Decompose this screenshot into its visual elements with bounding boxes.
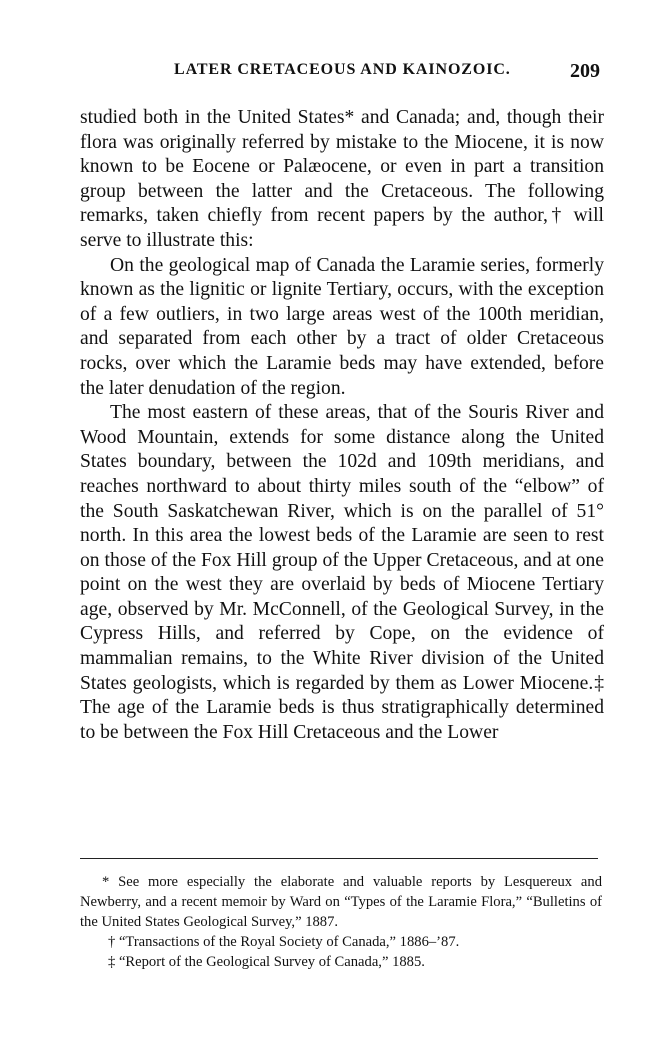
footnote-dagger: † “Transactions of the Royal Society of Canada,” 1886–’87. — [108, 934, 460, 950]
running-head — [0, 60, 663, 86]
paragraph-continuation: studied both in the United States* and Canada; and, though their flora was originally referred by mistake to the Miocene, it is now known to be Eocene or Palæocene, or even in part a transition group between the latter and the Cretaceous. The following remarks, taken chiefly from recent papers by the author,† will serve to illustrate this: — [80, 107, 604, 251]
footnote-asterisk: * See more especially the elaborate and valuable reports by Lesquereux and Newberry, and a recent memoir by Ward on “Types of the Laramie Flora,” “Bulletins of the United States Geological Survey,” 1887. — [80, 874, 602, 930]
body-text — [80, 106, 604, 745]
page-number: 209 — [570, 60, 600, 82]
footnote-double-dagger: ‡ “Report of the Geological Survey of Canada,” 1885. — [108, 954, 425, 970]
paragraph-eastern-area: The most eastern of these areas, that of the Souris River and Wood Mountain, extends for some distance along the United States boundary, between the 102d and 109th meridians, and reaches northward to about thirty miles south of the “elbow” of the South Saskatchewan River, which is on the parallel of 51° north. In this area the lowest beds of the Laramie are seen to rest on those of the Fox Hill group of the Upper Cretaceous, and at one point on the west they are overlaid by beds of Miocene Tertiary age, observed by Mr. McConnell, of the Geological Survey, in the Cypress Hills, and referred by Cope, on the evidence of mammalian remains, to the White River division of the United States geologists, which is regarded by them as Lower Miocene.‡ The age of the Laramie beds is thus stratigraphically determined to be between the Fox Hill Cretaceous and the Lower — [80, 402, 604, 743]
footnotes — [80, 872, 602, 972]
running-title: LATER CRETACEOUS AND KAINOZOIC. — [174, 61, 511, 78]
paragraph-laramie-series: On the geological map of Canada the Laramie series, formerly known as the lignitic or lignite Tertiary, occurs, with the exception of a few outliers, in two large areas west of the 100th meridian, and separated from each other by a tract of older Cretaceous rocks, over which the Laramie beds may have extended, before the later denudation of the region. — [80, 254, 604, 399]
footnote-divider — [80, 858, 598, 859]
